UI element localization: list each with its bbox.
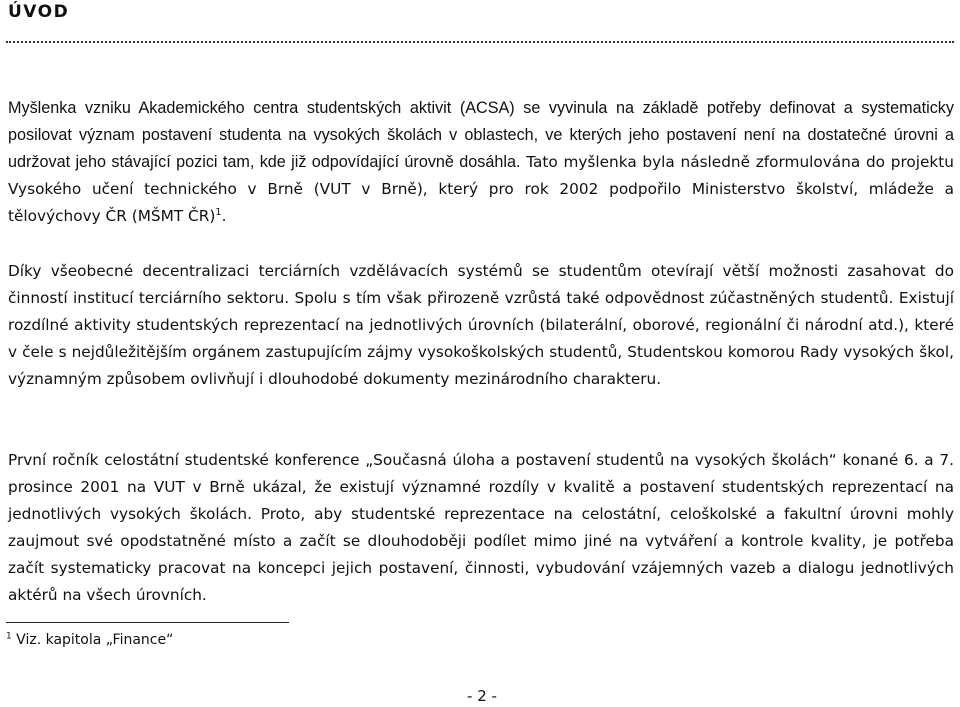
paragraph-intro-end: . <box>221 207 227 225</box>
heading-divider <box>6 41 954 43</box>
page-number: - 2 - <box>467 687 497 705</box>
paragraph-conference: První ročník celostátní studentské konference „Současná úloha a postavení studentů na vysokých školách“ konané 6. a 7. prosince 2001 na VUT v Brně ukázal, že existují významné rozdíly v kvalitě a postavení studentských reprezentací na jednotlivých vysokých školách. Proto, aby studentské reprezentace na celostátní, celoškolské a fakultní úrovni mohly zaujmout své opodstatněné místo a začít se dlouhodoběji podílet mimo jiné na vytváření a kontrole kvality, je potřeba začít systematicky pracovat na koncepci jejich postavení, činnosti, vybudování vzájemných vazeb a dialogu jednotlivých aktérů na všech úrovních. <box>8 451 954 604</box>
footnote <box>6 632 173 648</box>
footnote-marker: 1 <box>6 631 12 642</box>
footnote-reference[interactable]: 1 <box>215 206 222 218</box>
footnote-text: Viz. kapitola „Finance“ <box>11 632 174 648</box>
page-heading: ÚVOD <box>8 2 70 22</box>
paragraph-intro-first: Myšlenka vzniku Akademického centra studentských aktivit (ACSA) se vyvinula na základě potřeby definovat a systematicky posilovat význam postavení studenta na vysokých školách v oblastech, ve kterých jeho postavení není na dostatečné úrovni a udržovat jeho stávající pozici tam, kde již odpovídající úrovně dosáhla. <box>8 99 954 171</box>
paragraph-intro <box>8 95 954 230</box>
footnote-divider <box>6 622 289 623</box>
page-number-container <box>0 687 960 705</box>
paragraph-intro-second: Tato myšlenka byla následně zformulována do projektu Vysokého učení technického v Brně (VUT v Brně), který pro rok 2002 podpořilo Ministerstvo školství, mládeže a tělovýchovy ČR (MŠMT ČR) <box>8 153 954 225</box>
paragraph-decentralization: Díky všeobecné decentralizaci terciárních vzdělávacích systémů se studentům otevírají větší možnosti zasahovat do činností institucí terciárního sektoru. Spolu s tím však přirozeně vzrůstá také odpovědnost zúčastněných studentů. Existují rozdílné aktivity studentských reprezentací na jednotlivých úrovních (bilaterální, oborové, regionální či národní atd.), které v čele s nejdůležitějším orgánem zastupujícím zájmy vysokoškolských studentů, Studentskou komorou Rady vysokých škol, významným způsobem ovlivňují i dlouhodobé dokumenty mezinárodního charakteru. <box>8 262 954 388</box>
